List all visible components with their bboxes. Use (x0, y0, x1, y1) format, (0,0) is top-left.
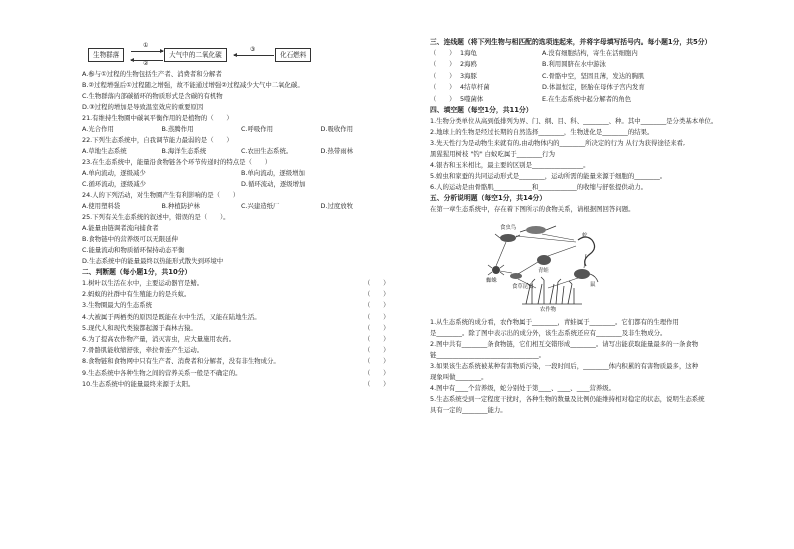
carbon-cycle-diagram (82, 40, 400, 68)
label-frog: 青蛙 (538, 267, 549, 274)
q21-options (82, 125, 400, 136)
fossil-fuel-box: 化石燃料 (275, 48, 311, 62)
match-left-item: 5噬菌体 (460, 94, 484, 103)
q24-opt-b: B.种植防护林 (161, 202, 200, 210)
fill-line: 1.生物分类单位从高到低排列为界、门、纲、目、科、________、种。其中________是分类基本单位。 (430, 116, 718, 125)
arrow-label-3: ③ (250, 46, 256, 53)
label-bird: 食虫鸟 (500, 224, 517, 231)
q23-opt-a: A.单向流动，逐级减少 (82, 169, 146, 177)
answer-paren[interactable]: （ ） (364, 368, 390, 377)
match-paren[interactable]: （ ） (430, 49, 456, 57)
answer-line: 链________________________________。 (430, 350, 546, 359)
judge-text: 4.大被属于两栖类的原因是既能在水中生活，又能在陆地生活。 (82, 312, 261, 321)
q23-opt-c: C.循环流动，逐级减少 (82, 180, 147, 188)
fill-line: 黑猩猩用树枝 "钓" 白蚁吃属于________行为 (430, 149, 555, 158)
community-box: 生物群落 (88, 48, 124, 62)
judge-item (82, 324, 400, 335)
judge-item (82, 301, 400, 312)
arrow-3 (234, 55, 274, 56)
section-4-title: 四、填空题（每空1分，共11分） (430, 105, 533, 114)
section-3-title: 三、连线题（将下列生物与相匹配的选项连起来，并将字母填写括号内。每小题1分，共5分） (430, 38, 712, 46)
answer-line: 是________。除了图中表示出的成分外，该生态系统还应有________及非生物成分。 (430, 328, 667, 337)
q24-stem: 24.人的下列活动，对生物圈产生有利影响的是（ ） (82, 191, 240, 199)
q23-opt-b: B.单向流动，逐级增加 (241, 169, 305, 177)
answer-line: 4.图中有____个营养级，蛇分别处于第____、____、____营养级。 (430, 383, 616, 392)
section-2-title: 二、判断题（每小题1分，共10分） (82, 268, 192, 276)
food-web-drawing (486, 218, 616, 316)
label-spider: 蜘蛛 (486, 277, 497, 284)
answer-paren[interactable]: （ ） (364, 312, 390, 321)
answer-paren[interactable]: （ ） (364, 323, 390, 332)
judge-text: 3.生物圈最大的生态系统 (82, 301, 153, 310)
answer-paren[interactable]: （ ） (364, 301, 390, 310)
judge-text: 7.骨骼肌能收缩舒张，牵拉骨连产生运动。 (82, 346, 204, 355)
q20-opt-c: C.生物群落内部碳循环的物质形式是含碳的有机物 (82, 92, 223, 100)
section-5-title: 五、分析说明题（每空1分，共14分） (430, 193, 547, 202)
q24-opt-c: C.兴建造纸厂 (241, 202, 280, 210)
fill-line: 6.人的运动是由骨骼肌____________和____________的收缩与舒张提供动力。 (430, 182, 647, 191)
q24-options (82, 202, 400, 213)
q25-opt-c: C.能量流动和物质循环保持动态平衡 (82, 246, 185, 254)
q22-stem: 22.下列生态系统中，自我调节能力最弱的是（ ） (82, 136, 233, 144)
fill-line: 4.银杏和玉米相比，最主要的区别是________________。 (430, 160, 590, 169)
q22-options (82, 147, 400, 158)
food-web-figure (486, 218, 616, 316)
answer-line: 1.从生态系统的成分看，农作物属于________，青蛙属于________。它们都有的生理作用 (430, 317, 679, 326)
q21-opt-d: D.吸收作用 (320, 125, 354, 133)
q23-opt-d: D.循环流动，逐级增加 (241, 180, 306, 188)
match-right-item: B.利用圆脐在水中游泳 (542, 60, 606, 69)
q21-opt-c: C.呼吸作用 (241, 125, 274, 133)
judge-text: 1.树叶以生活在水中，主要运动器官是鳍。 (82, 279, 204, 287)
match-row (430, 95, 722, 106)
q21-stem: 21.有维持生物圈中碳氧平衡作用的是植物的（ ） (82, 114, 233, 122)
lizard-illustration (526, 226, 546, 234)
fill-line: 3.先天性行为是动物生来就有的,由动物体内的________所决定的行为 从行为获得途径来看, (430, 138, 686, 147)
q22-opt-b: B.海洋生态系统 (161, 147, 207, 155)
judge-item (82, 279, 400, 290)
q20-opt-b: B.②过程增强后①过程随之增强，故不能通过增强②过程减少大气中二氧化碳。 (82, 81, 304, 89)
q23-options-ab (82, 169, 400, 180)
arrow-1 (131, 51, 163, 52)
label-crop: 农作物 (540, 306, 557, 313)
judge-item (82, 357, 400, 368)
answer-line: 3.如果该生态系统被某种有害物质污染，一段时间后，________体内积累的有害物质最多，这种 (430, 361, 699, 370)
q23-stem: 23.在生态系统中，能量沿食物链各个环节传递时的特点是（ ） (82, 158, 272, 166)
label-mouse: 鼠 (590, 281, 596, 288)
fill-line: 2.地球上的生物是经过长期的自然选择________，生物进化是________的结果。 (430, 127, 654, 136)
judge-item (82, 290, 400, 301)
judge-text: 6.为了提高农作物产量，消灭害虫，应大量施用农药。 (82, 334, 236, 343)
match-row (430, 60, 722, 71)
match-paren[interactable]: （ ） (430, 94, 456, 103)
answer-paren[interactable]: （ ） (364, 357, 390, 366)
match-left-item: 2海鸥 (460, 60, 477, 69)
spider-illustration (492, 266, 500, 274)
match-right-item: E.在生态系统中起分解者的角色 (542, 94, 632, 103)
answer-paren[interactable]: （ ） (364, 346, 390, 355)
judge-item (82, 369, 400, 380)
frog-illustration (537, 255, 551, 265)
mouse-illustration (574, 269, 590, 279)
judge-item (82, 346, 400, 357)
judge-text: 5.现代人和现代类猿都起源于森林古猿。 (82, 323, 197, 332)
match-left-item: 3海豚 (460, 71, 477, 80)
judge-text: 10.生态系统中的能量最终来源于太阳。 (82, 379, 195, 388)
snake-illustration (578, 237, 595, 266)
answer-paren[interactable]: （ ） (364, 334, 390, 343)
q24-opt-d: D.过度放牧 (320, 202, 354, 210)
match-left-item: 1海龟 (460, 49, 477, 57)
q21-opt-b: B.蒸腾作用 (161, 125, 194, 133)
answer-line: 具有一定的________能力。 (430, 405, 507, 414)
label-snake: 蛇 (582, 232, 588, 239)
match-right-item: D.体温恒定，胚胎在母体子宫内发育 (542, 83, 645, 92)
answer-paren[interactable]: （ ） (364, 279, 390, 287)
analysis-intro: 在第一章生态系统中，存在着下图所示的食物关系，请根据图回答问题。 (430, 204, 635, 213)
q23-options-cd (82, 180, 400, 191)
judge-text: 8.食物链和食物网中只有生产者、消费者和分解者，没有非生物成分。 (82, 357, 280, 366)
answer-paren[interactable]: （ ） (364, 290, 390, 299)
match-row (430, 49, 722, 60)
arrow-label-2: ② (143, 60, 149, 67)
match-left-item: 4结草杆菌 (460, 83, 490, 92)
q22-opt-a: A.草地生态系统 (82, 147, 127, 155)
arrow-label-1: ① (143, 42, 149, 49)
q20-opt-d: D.③过程的增加是导致温室效应的重要原因 (82, 103, 204, 111)
match-paren[interactable]: （ ） (430, 60, 456, 69)
label-insect: 食草昆虫 (512, 283, 534, 290)
q22-opt-d: D.热带雨林 (320, 147, 354, 155)
q25-opt-a: A.能量由链调者流向捕食者 (82, 224, 159, 232)
answer-line: 现象叫做________。 (430, 372, 488, 381)
judge-item (82, 313, 400, 324)
judge-item (82, 335, 400, 346)
insect-illustration (510, 273, 522, 279)
judge-text: 2.蚂蚁的社群中有生殖能力的是兵蚁。 (82, 290, 191, 299)
q21-opt-a: A.光合作用 (82, 125, 114, 133)
match-row (430, 83, 722, 94)
answer-line: 2.图中共有________条食物链，它们相互交错形成________。请写出能获取能量最多的一条食物 (430, 339, 699, 348)
judge-item (82, 380, 400, 391)
q24-opt-a: A.使用塑料袋 (82, 202, 121, 210)
match-paren[interactable]: （ ） (430, 83, 456, 92)
match-right-item: A.没有细胞结构，寄生在活细胞内 (542, 49, 638, 57)
q25-opt-b: B.食物链中的营养级可以无限延伸 (82, 235, 178, 243)
q25-opt-d: D.生态系统中的能量最终以热能形式散失到环境中 (82, 257, 224, 265)
left-column (82, 38, 400, 391)
bird-illustration (500, 234, 516, 242)
q25-stem: 25.下列有关生态系统的叙述中，错误的是（ ）。 (82, 213, 230, 221)
fill-line: 5.蝗虫和家蚕的共同运动形式是________，运动所需的能量来源于细胞的________。 (430, 171, 667, 180)
answer-paren[interactable]: （ ） (364, 379, 390, 388)
q22-opt-c: C.农田生态系统。 (241, 147, 293, 155)
answer-line: 5.生态系统受到一定程度干扰时，各种生物的数量及比例仍能维持相对稳定的状态，说明生态系统 (430, 394, 705, 403)
match-paren[interactable]: （ ） (430, 71, 456, 80)
judge-text: 9.生态系统中各种生物之间的营养关系一般是不确定的。 (82, 368, 242, 377)
match-right-item: C.骨骼中空，坚固且薄，发达的胸肌 (542, 71, 645, 80)
match-row (430, 72, 722, 83)
q20-opt-a: A.参与①过程的生物包括生产者、消费者和分解者 (82, 70, 222, 78)
co2-box: 大气中的二氧化碳 (164, 48, 227, 62)
right-column (430, 38, 722, 417)
